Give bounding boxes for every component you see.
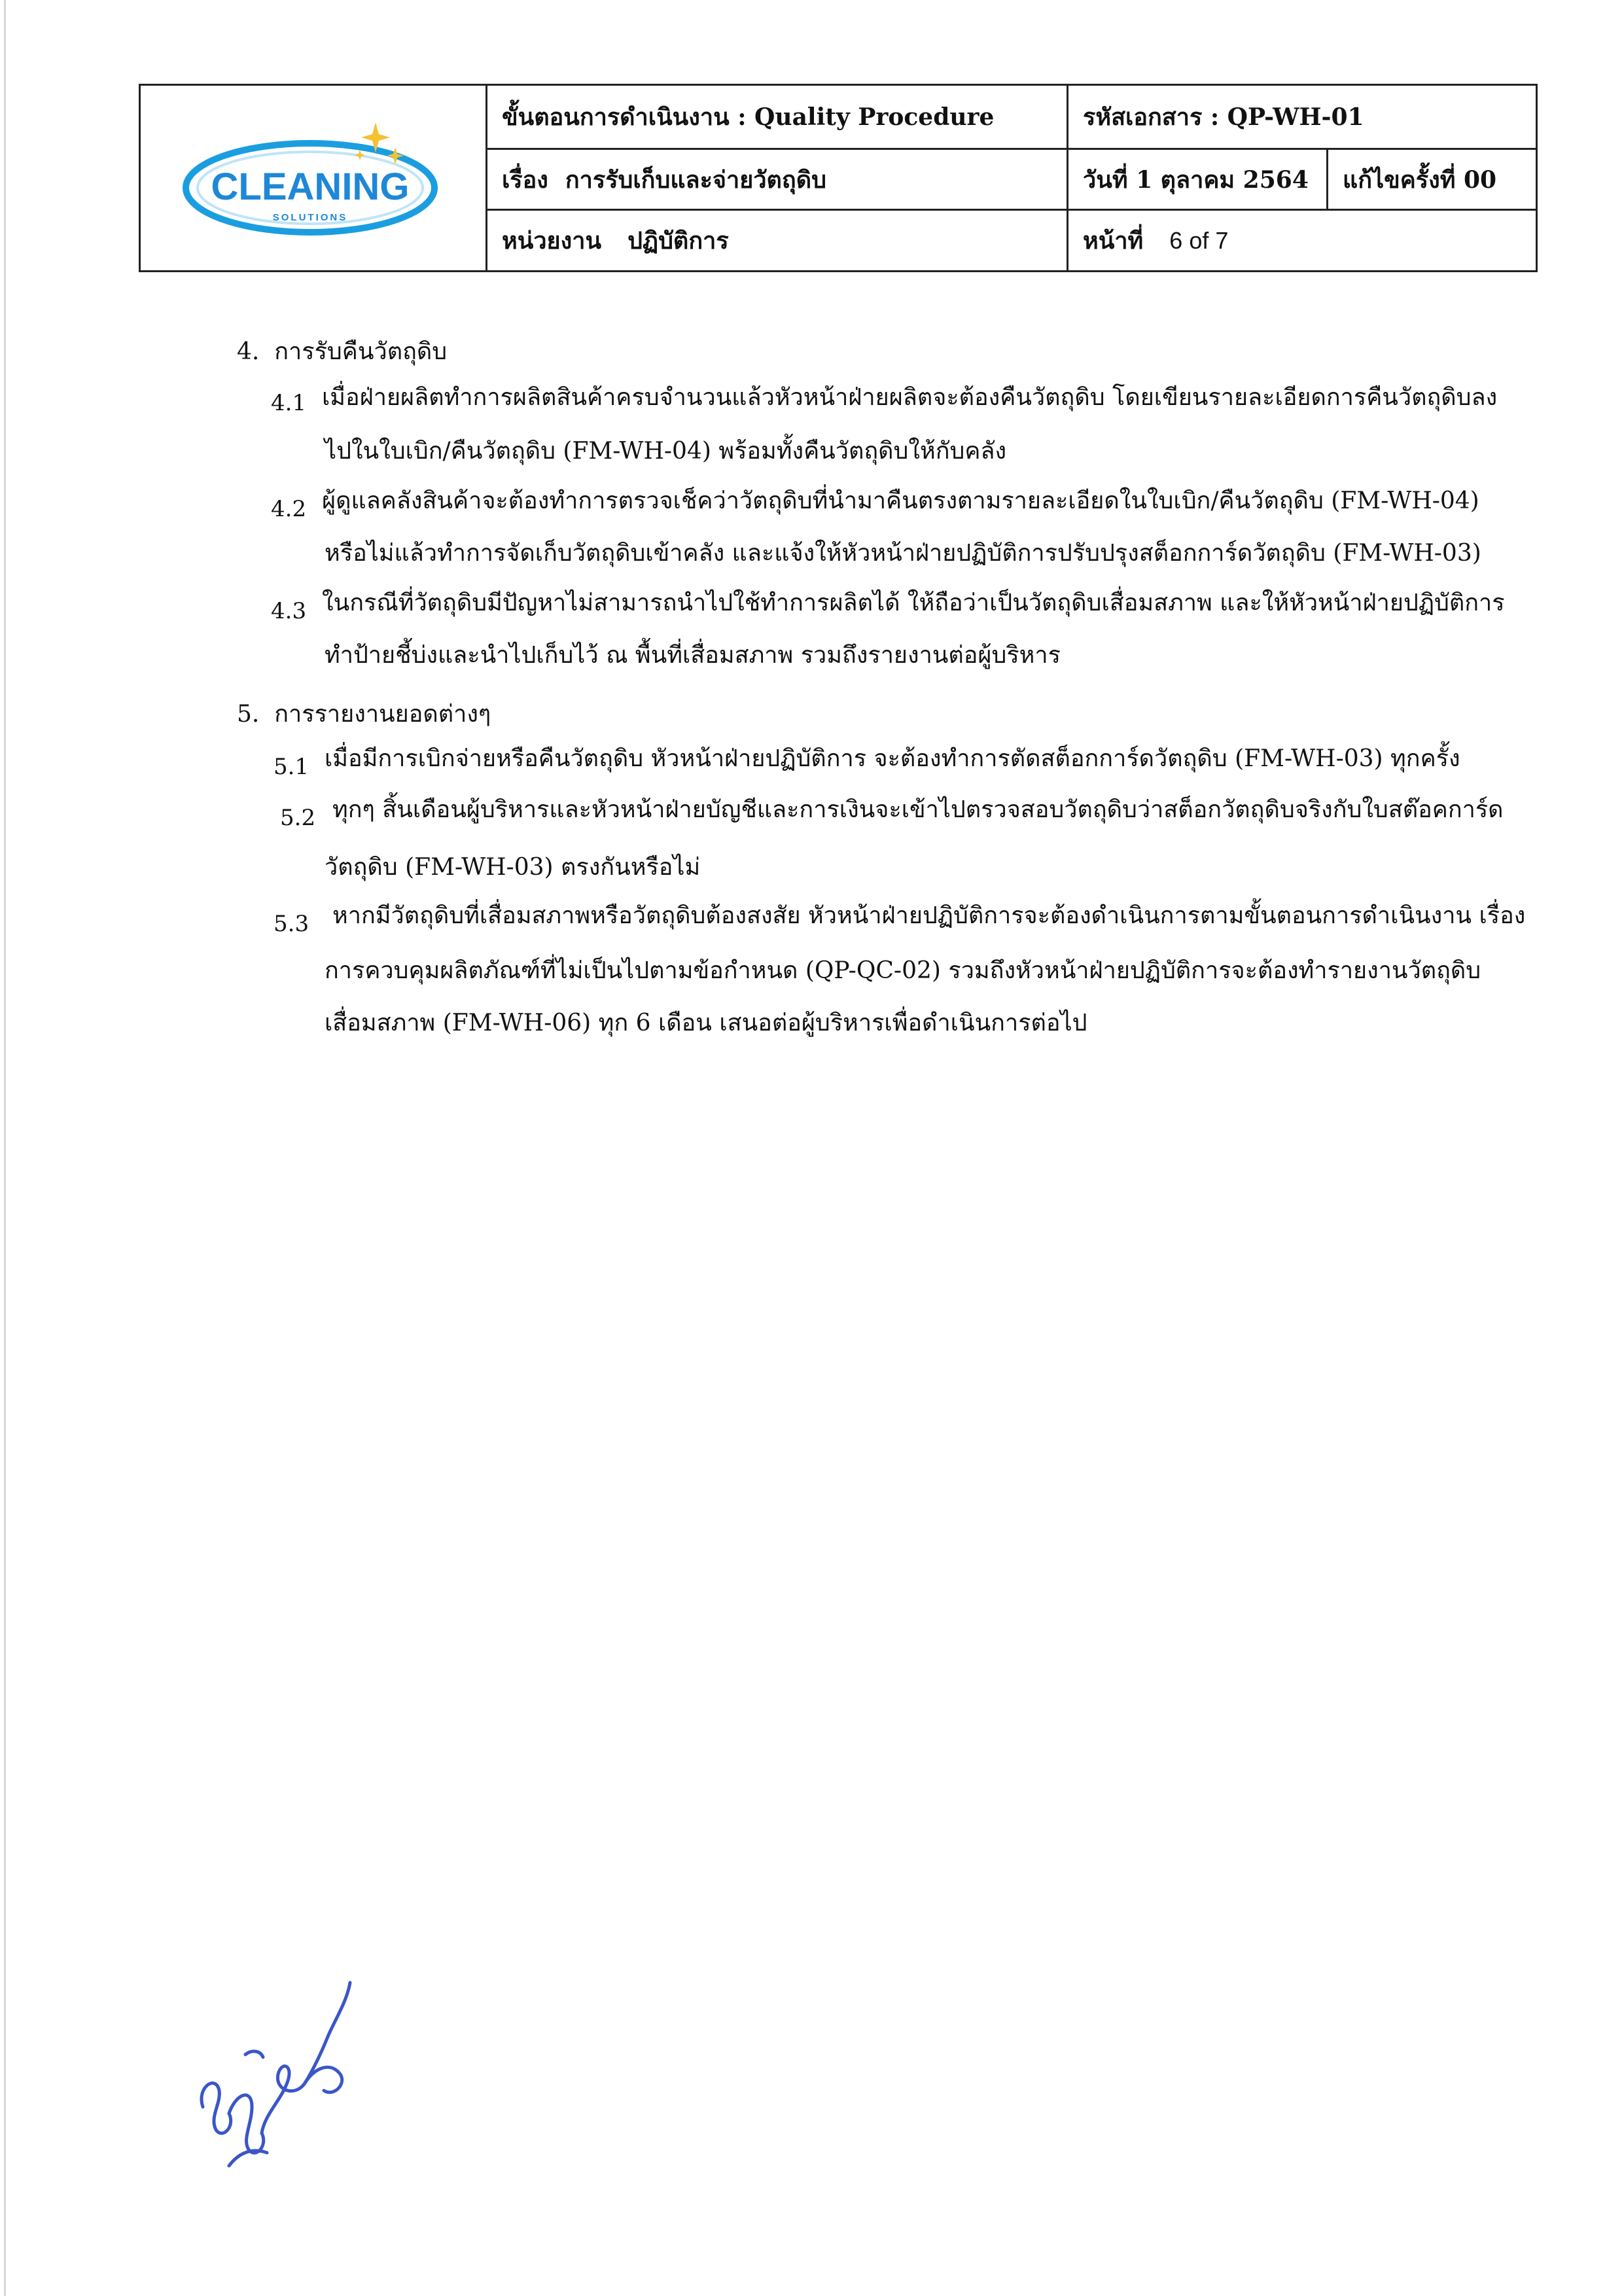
page-number: 6 of 7: [1169, 226, 1229, 254]
item-text-line: ในกรณีที่วัตถุดิบมีปัญหาไม่สามารถนำไปใช้ทำการผลิตได้ ให้ถือว่าเป็นวัตถุดิบเสื่อมสภาพ และให้หัวหน้าฝ่ายปฏิบัติการ: [322, 590, 1505, 616]
section-title: การรายงานยอดต่างๆ: [274, 701, 491, 728]
handwritten-signature: [190, 1976, 373, 2172]
logo-tagline: SOLUTIONS: [272, 212, 347, 223]
item-text-line: ทำป้ายชี้บ่งและนำไปเก็บไว้ ณ พื้นที่เสื่อมสภาพ รวมถึงรายงานต่อผู้บริหาร: [325, 642, 1061, 669]
item-number: 4.1: [271, 390, 307, 416]
page-row: [1068, 211, 1536, 270]
document-date: วันที่ 1 ตุลาคม 2564: [1083, 166, 1309, 194]
section-heading: [237, 336, 447, 368]
item-text-line: การควบคุมผลิตภัณฑ์ที่ไม่เป็นไปตามข้อกำหนด (QP-QC-02) รวมถึงหัวหน้าฝ่ายปฏิบัติการจะต้องทำรายงานวัตถุดิบ: [325, 957, 1481, 984]
item-text-line: หากมีวัตถุดิบที่เสื่อมสภาพหรือวัตถุดิบต้องสงสัย หัวหน้าฝ่ายปฏิบัติการจะต้องดำเนินการตามขั้นตอนการดำเนินงาน เรื่อง: [332, 902, 1526, 929]
item-text-line: ผู้ดูแลคลังสินค้าจะต้องทำการตรวจเช็คว่าวัตถุดิบที่นำมาคืนตรงตามรายละเอียดในใบเบิก/คืนวัตถุดิบ (FM-WH-04): [322, 487, 1479, 514]
unit-label: หน่วยงาน: [502, 227, 602, 255]
logo-brand: CLEANING: [211, 166, 409, 208]
procedure-title: ขั้นตอนการดำเนินงาน : Quality Procedure: [502, 103, 995, 131]
item-text-line: เมื่อฝ่ายผลิตทำการผลิตสินค้าครบจำนวนแล้วหัวหน้าฝ่ายผลิตจะต้องคืนวัตถุดิบ โดยเขียนรายละเอียดการคืนวัตถุดิบลง: [322, 384, 1498, 411]
sparkle-icon: [355, 122, 404, 164]
item-number: 4.2: [271, 496, 307, 522]
unit-row: [487, 211, 1067, 270]
section-title: การรับคืนวัตถุดิบ: [274, 338, 448, 365]
document-code: รหัสเอกสาร : QP-WH-01: [1083, 103, 1364, 131]
section-number: 4.: [237, 338, 260, 365]
item-number: 5.1: [274, 754, 309, 780]
page-label: หน้าที่: [1083, 227, 1144, 255]
document-header: [139, 84, 1538, 272]
page-edge: [4, 0, 6, 2296]
section-number: 5.: [237, 701, 260, 728]
item-number: 4.3: [271, 598, 307, 624]
item-text-line: วัตถุดิบ (FM-WH-03) ตรงกันหรือไม่: [325, 854, 701, 881]
item-number: 5.3: [274, 911, 309, 937]
logo-cell: [141, 86, 485, 270]
section-heading: [237, 699, 491, 730]
unit-value: ปฏิบัติการ: [627, 227, 729, 255]
subject-value: การรับเก็บและจ่ายวัตถุดิบ: [565, 166, 826, 194]
item-text-line: ไปในใบเบิก/คืนวัตถุดิบ (FM-WH-04) พร้อมทั้งคืนวัตถุดิบให้กับคลัง: [325, 438, 1007, 465]
item-text-line: หรือไม่แล้วทำการจัดเก็บวัตถุดิบเข้าคลัง และแจ้งให้หัวหน้าฝ่ายปฏิบัติการปรับปรุงสต็อกการ์ดวัตถุดิบ (FM-WH-03): [325, 540, 1481, 567]
subject-row: [487, 150, 1067, 209]
item-text-line: เสื่อมสภาพ (FM-WH-06) ทุก 6 เดือน เสนอต่อผู้บริหารเพื่อดำเนินการต่อไป: [325, 1010, 1087, 1036]
item-text-line: ทุกๆ สิ้นเดือนผู้บริหารและหัวหน้าฝ่ายบัญชีและการเงินจะเข้าไปตรวจสอบวัตถุดิบว่าสต็อกวัตถุดิบจริงกับใบสต๊อคการ์ด: [332, 796, 1504, 823]
item-number: 5.2: [280, 805, 316, 831]
revision-number: แก้ไขครั้งที่ 00: [1343, 166, 1497, 194]
company-logo: [179, 116, 448, 240]
subject-label: เรื่อง: [502, 166, 548, 194]
item-text-line: เมื่อมีการเบิกจ่ายหรือคืนวัตถุดิบ หัวหน้าฝ่ายปฏิบัติการ จะต้องทำการตัดสต็อกการ์ดวัตถุดิบ (FM-WH-03) ทุกครั้ง: [325, 745, 1460, 772]
